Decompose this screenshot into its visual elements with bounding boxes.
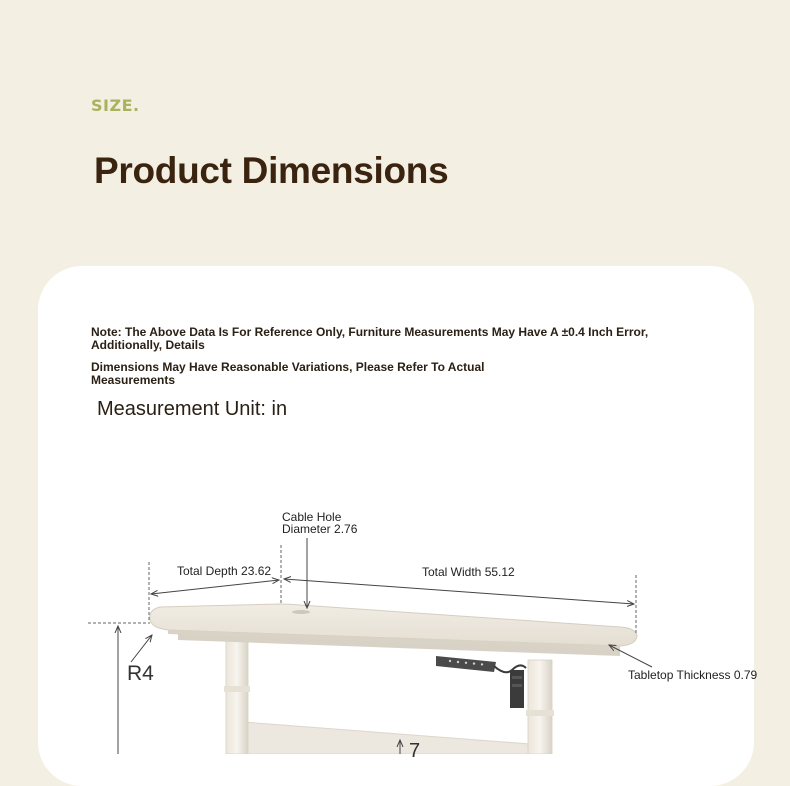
reference-note-line-1: Note: The Above Data Is For Reference Only, Furniture Measurements May Have A ±0.4 Inch Error, Additionally, Details: [91, 325, 649, 352]
control-panel: [436, 656, 496, 672]
cable-hole-label-line-1: Cable Hole: [282, 510, 342, 524]
desk-left-leg: [224, 636, 250, 754]
desk-crossbar: [243, 722, 530, 754]
corner-radius-label: R4: [127, 662, 154, 685]
motor-box: [510, 670, 524, 708]
measurement-unit-label: Measurement Unit: in: [97, 398, 288, 420]
reference-note-line-2: Dimensions May Have Reasonable Variations, Please Refer To Actual Measurements: [91, 360, 485, 387]
thickness-leader: [609, 645, 652, 667]
page-title: Product Dimensions: [94, 150, 449, 191]
cable-hole-label-line-2: Diameter 2.76: [282, 522, 358, 536]
tabletop-thickness-label: Tabletop Thickness 0.79: [628, 668, 758, 682]
corner-radius-leader: [131, 635, 152, 662]
total-depth-label: Total Depth 23.62: [177, 564, 272, 578]
partial-dimension-label: 7: [409, 740, 421, 762]
desk-right-leg: [526, 660, 554, 754]
height-dimension: [88, 623, 150, 754]
cable-hole: [292, 610, 310, 614]
total-width-label: Total Width 55.12: [422, 565, 515, 579]
cable-hole-label: [282, 511, 357, 535]
size-label: SIZE.: [91, 96, 140, 115]
